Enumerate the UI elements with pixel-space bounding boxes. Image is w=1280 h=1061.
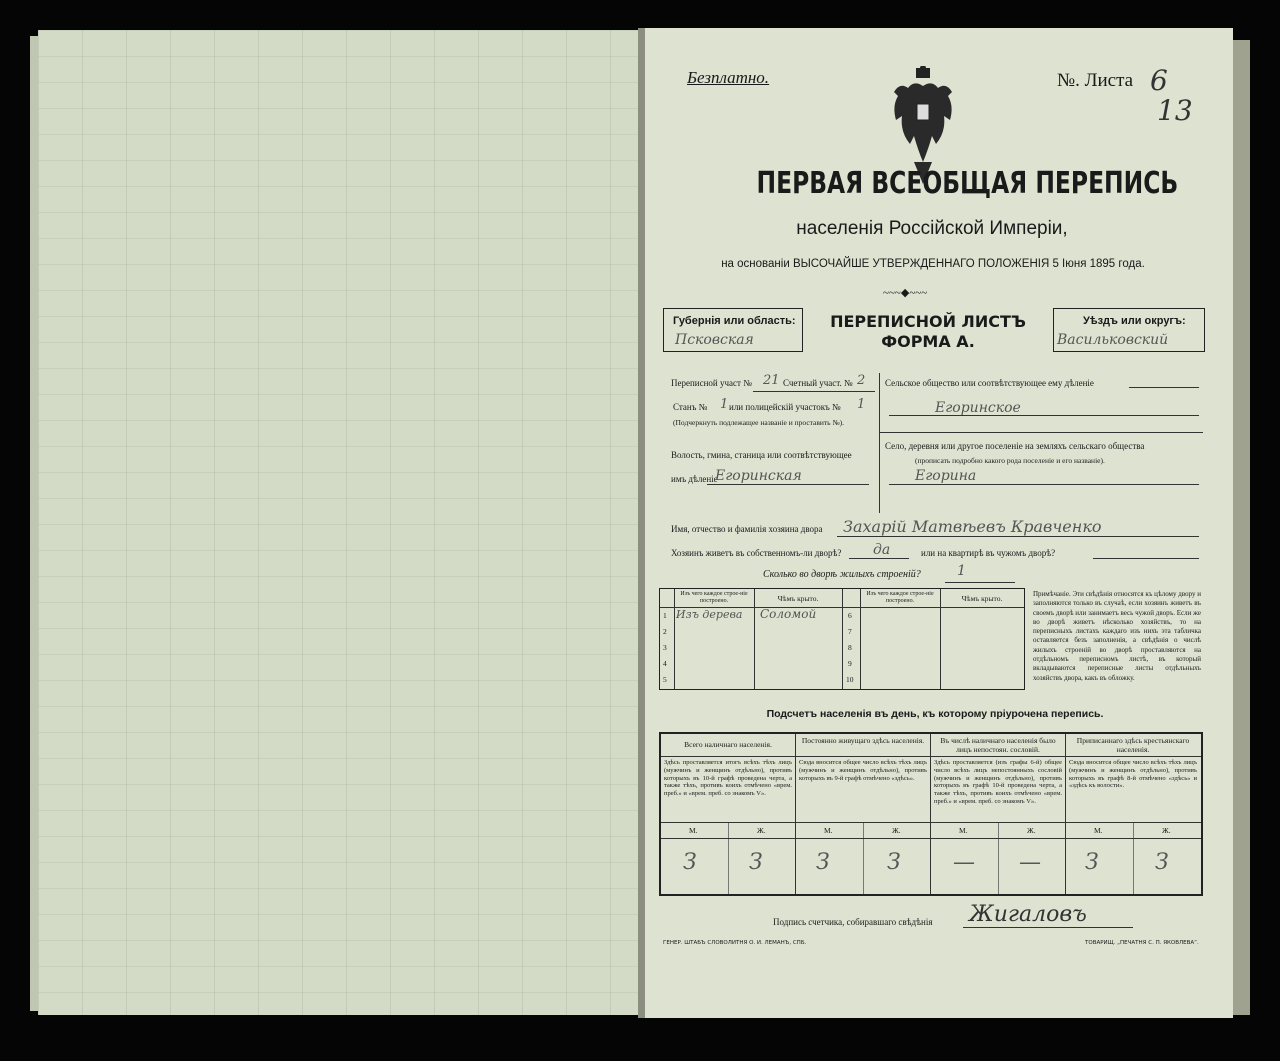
- pt-mf-line: [1133, 822, 1134, 894]
- pt-f-label: Ж.: [892, 826, 901, 835]
- village-note: (прописать подробно какого рода поселеніе и его названіе).: [915, 456, 1105, 465]
- buildings-table: [659, 588, 1025, 690]
- bt-row-roof: Соломой: [760, 607, 817, 621]
- stan-label: Станъ №: [673, 402, 708, 412]
- rented-label: или на квартирѣ въ чужомъ дворѣ?: [921, 548, 1056, 558]
- pt-group-title: Всего наличнаго населенія.: [684, 740, 772, 749]
- bt-row-num: 2: [663, 627, 667, 636]
- count-area-label: Счетный участ. №: [783, 378, 853, 388]
- buildings-underline: [945, 582, 1015, 583]
- gubernia-label: Губернія или область:: [673, 315, 796, 327]
- bt-row-num: 6: [848, 611, 852, 620]
- bt-row-num: 1: [663, 611, 667, 620]
- pt-f-label: Ж.: [757, 826, 766, 835]
- bt-row-num: 10: [846, 675, 854, 684]
- pt-group-desc: Сюда вносится общее число всѣхъ тѣхъ лицъ (мужчинъ и женщинъ отдѣльно), противъ которыхъ въ 9-й графѣ отмѣчено «здѣсь».: [799, 759, 927, 782]
- pt-group-desc: Здѣсь проставляется итогъ всѣхъ тѣхъ лицъ (мужчинъ и женщинъ отдѣльно), противъ которыхъ въ 10-й графѣ проведена черта, а также тѣхъ, противъ коихъ отмѣчено «врем. преб.» и «врем. преб. со знакомъ V».: [664, 759, 792, 798]
- village-label: Село, деревня или другое поселеніе на земляхъ сельскаго общества: [885, 441, 1145, 451]
- buildings-value: 1: [957, 563, 966, 579]
- society-value: Егоринское: [935, 400, 1021, 416]
- village-underline: [889, 484, 1199, 485]
- stan-value: 1: [720, 397, 729, 412]
- right-page-edge: [1232, 40, 1250, 1015]
- pt-m-label: М.: [824, 826, 833, 835]
- bt-header-material-left: Изъ чего каждое строе-ніе построено.: [680, 591, 748, 604]
- count-area-value: 2: [857, 373, 866, 388]
- police-label: или полицейскій участокъ №: [729, 402, 841, 412]
- sheet-number-alt: 13: [1157, 94, 1193, 127]
- pt-desc-line: [661, 822, 1201, 823]
- bt-row-material: Изъ дерева: [676, 608, 743, 621]
- pt-m-label: М.: [1094, 826, 1103, 835]
- pt-value-m: З: [683, 850, 697, 875]
- population-table: [659, 732, 1203, 896]
- owner-underline: [837, 536, 1199, 537]
- owner-label: Имя, отчество и фамилія хозяина двора: [671, 524, 823, 534]
- society-underline-1: [1129, 387, 1199, 388]
- form-type-subtitle: ФОРМА А.: [881, 332, 975, 351]
- bt-row-num: 7: [848, 627, 852, 636]
- pt-group-title: Постоянно живущаго здѣсь населенія.: [801, 736, 925, 745]
- uezd-value: Васильковский: [1057, 332, 1169, 348]
- pt-mf-line: [863, 822, 864, 894]
- pt-value-m: З: [816, 850, 830, 875]
- pt-value-f: —: [1019, 850, 1041, 875]
- census-area-underline: [753, 391, 875, 392]
- pt-value-f: З: [1155, 850, 1169, 875]
- buildings-note: Примѣчаніе. Эти свѣдѣнія относятся къ цѣлому двору и заполняются только въ случаѣ, если хозяинъ живетъ въ своемъ дворѣ или занимаетъ весь чужой дворъ. Если же во дворѣ живетъ нѣсколько хозяйствъ, то на переписныхъ листахъ каждаго изъ нихъ эта табличка оставляется безъ заполненія, а свѣдѣнія о числѣ жилыхъ строеній во дворѣ проставляются на отдѣльномъ переписномъ листѣ, въ который вкладываются переписные листы отдѣльныхъ хозяйствъ двора, какъ въ обложку.: [1033, 590, 1201, 682]
- title-ornament: ~~~◆~~~: [883, 287, 928, 299]
- bt-header-roof-left: Чѣмъ крыто.: [777, 594, 819, 603]
- bt-col-line: [940, 589, 941, 689]
- pt-m-label: М.: [689, 826, 698, 835]
- buildings-label: Сколько во дворѣ жилыхъ строеній?: [763, 569, 921, 580]
- society-underline-2: [889, 415, 1199, 416]
- form-basis: на основаніи ВЫСОЧАЙШЕ УТВЕРЖДЕННАГО ПОЛОЖЕНІЯ 5 Іюня 1895 года.: [721, 258, 1145, 270]
- census-area-value: 21: [763, 373, 780, 388]
- pt-mf-header-line: [661, 838, 1201, 839]
- bt-row-num: 4: [663, 659, 667, 668]
- bt-row-num: 9: [848, 659, 852, 668]
- form-main-title: ПЕРВАЯ ВСЕОБЩАЯ ПЕРЕПИСЬ: [756, 166, 1179, 201]
- form-type-title: ПЕРЕПИСНОЙ ЛИСТЪ: [830, 312, 1026, 331]
- signature-underline: [963, 927, 1133, 928]
- pt-title-line: [661, 756, 1201, 757]
- bt-col-line: [754, 589, 755, 689]
- stan-note: (Подчеркнуть подлежащее названіе и проставить №).: [673, 418, 844, 427]
- field-divider-vertical: [879, 373, 880, 513]
- pt-group-title: Въ числѣ наличнаго населенія было лицъ непостоян. сословій.: [940, 736, 1056, 754]
- signature-value: Жигаловъ: [969, 902, 1087, 927]
- bt-header-roof-right: Чѣмъ крыто.: [961, 594, 1003, 603]
- sheet-number-label: №. Листа: [1057, 70, 1134, 91]
- pt-value-m: —: [953, 850, 975, 875]
- printer-left: ГЕНЕР. ШТАБЪ СЛОВОЛИТНЯ О. И. ЛЕМАНЪ, СПБ.: [663, 940, 807, 946]
- bt-row-num: 3: [663, 643, 667, 652]
- bt-col-line: [842, 589, 843, 689]
- volost-label: Волость, гмина, станица или соотвѣтствующее: [671, 450, 852, 460]
- pt-group-desc: Здѣсь проставляется (изъ графы 6-й) общее число всѣхъ лицъ непостоянныхъ сословій (мужчинъ и женщинъ отдѣльно), противъ которыхъ въ графѣ 10-й проведена черта, а также тѣхъ, противъ коихъ отмѣчено «врем. преб.» и «врем. преб. со знакомъ V».: [934, 759, 1062, 805]
- free-label: Безплатно.: [687, 68, 770, 87]
- signature-label: Подпись счетчика, собиравшаго свѣдѣнія: [773, 917, 933, 927]
- pt-f-label: Ж.: [1027, 826, 1036, 835]
- gubernia-value: Псковская: [675, 332, 754, 348]
- pt-group-desc: Сюда вносится общее число всѣхъ тѣхъ лицъ (мужчинъ и женщинъ отдѣльно), противъ которыхъ въ графѣ 8-й отмѣчено «здѣсь» и «здѣсь къ волости».: [1069, 759, 1197, 790]
- volost-label-2: имъ дѣленіе: [671, 474, 718, 484]
- pt-mf-line: [728, 822, 729, 894]
- pt-f-label: Ж.: [1162, 826, 1171, 835]
- pt-group-title: Приписаннаго здѣсь крестьянскаго населенія.: [1076, 736, 1190, 754]
- bt-col-line: [674, 589, 675, 689]
- census-area-label: Переписной участ №: [671, 378, 752, 388]
- pt-col-line: [930, 734, 931, 894]
- sheet-number-value: 6: [1150, 64, 1168, 97]
- rented-underline: [1093, 558, 1199, 559]
- bt-row-num: 8: [848, 643, 852, 652]
- pt-value-f: З: [887, 850, 901, 875]
- own-house-label: Хозяинъ живетъ въ собственномъ-ли дворѣ?: [671, 548, 842, 558]
- pt-value-m: З: [1085, 850, 1099, 875]
- left-page-blank: [38, 30, 640, 1015]
- volost-underline: [707, 484, 869, 485]
- uezd-label: Уѣздъ или округъ:: [1083, 315, 1186, 327]
- form-subtitle: населенія Россійской Имперіи,: [796, 218, 1068, 239]
- pt-col-line: [795, 734, 796, 894]
- printer-right: ТОВАРИЩ. „ПЕЧАТНЯ С. П. ЯКОВЛЕВА“.: [1085, 940, 1199, 946]
- bt-header-material-right: Изъ чего каждое строе-ніе построено.: [866, 591, 934, 604]
- own-house-underline: [849, 558, 909, 559]
- police-value: 1: [857, 397, 866, 412]
- bt-row-num: 5: [663, 675, 667, 684]
- owner-value: Захарій Матвѣевъ Кравченко: [843, 517, 1102, 536]
- own-house-value: да: [873, 542, 891, 558]
- pt-value-f: З: [749, 850, 763, 875]
- pt-mf-line: [998, 822, 999, 894]
- bt-col-line: [860, 589, 861, 689]
- village-value: Егорина: [915, 468, 977, 484]
- volost-value: Егоринская: [715, 468, 802, 484]
- pt-col-line: [1065, 734, 1066, 894]
- society-label: Сельское общество или соотвѣтствующее ему дѣленіе: [885, 378, 1094, 388]
- census-form-page: [645, 28, 1233, 1018]
- field-divider-horizontal: [879, 432, 1203, 433]
- pt-m-label: М.: [959, 826, 968, 835]
- population-heading: Подсчетъ населенія въ день, къ которому пріурочена перепись.: [766, 708, 1104, 720]
